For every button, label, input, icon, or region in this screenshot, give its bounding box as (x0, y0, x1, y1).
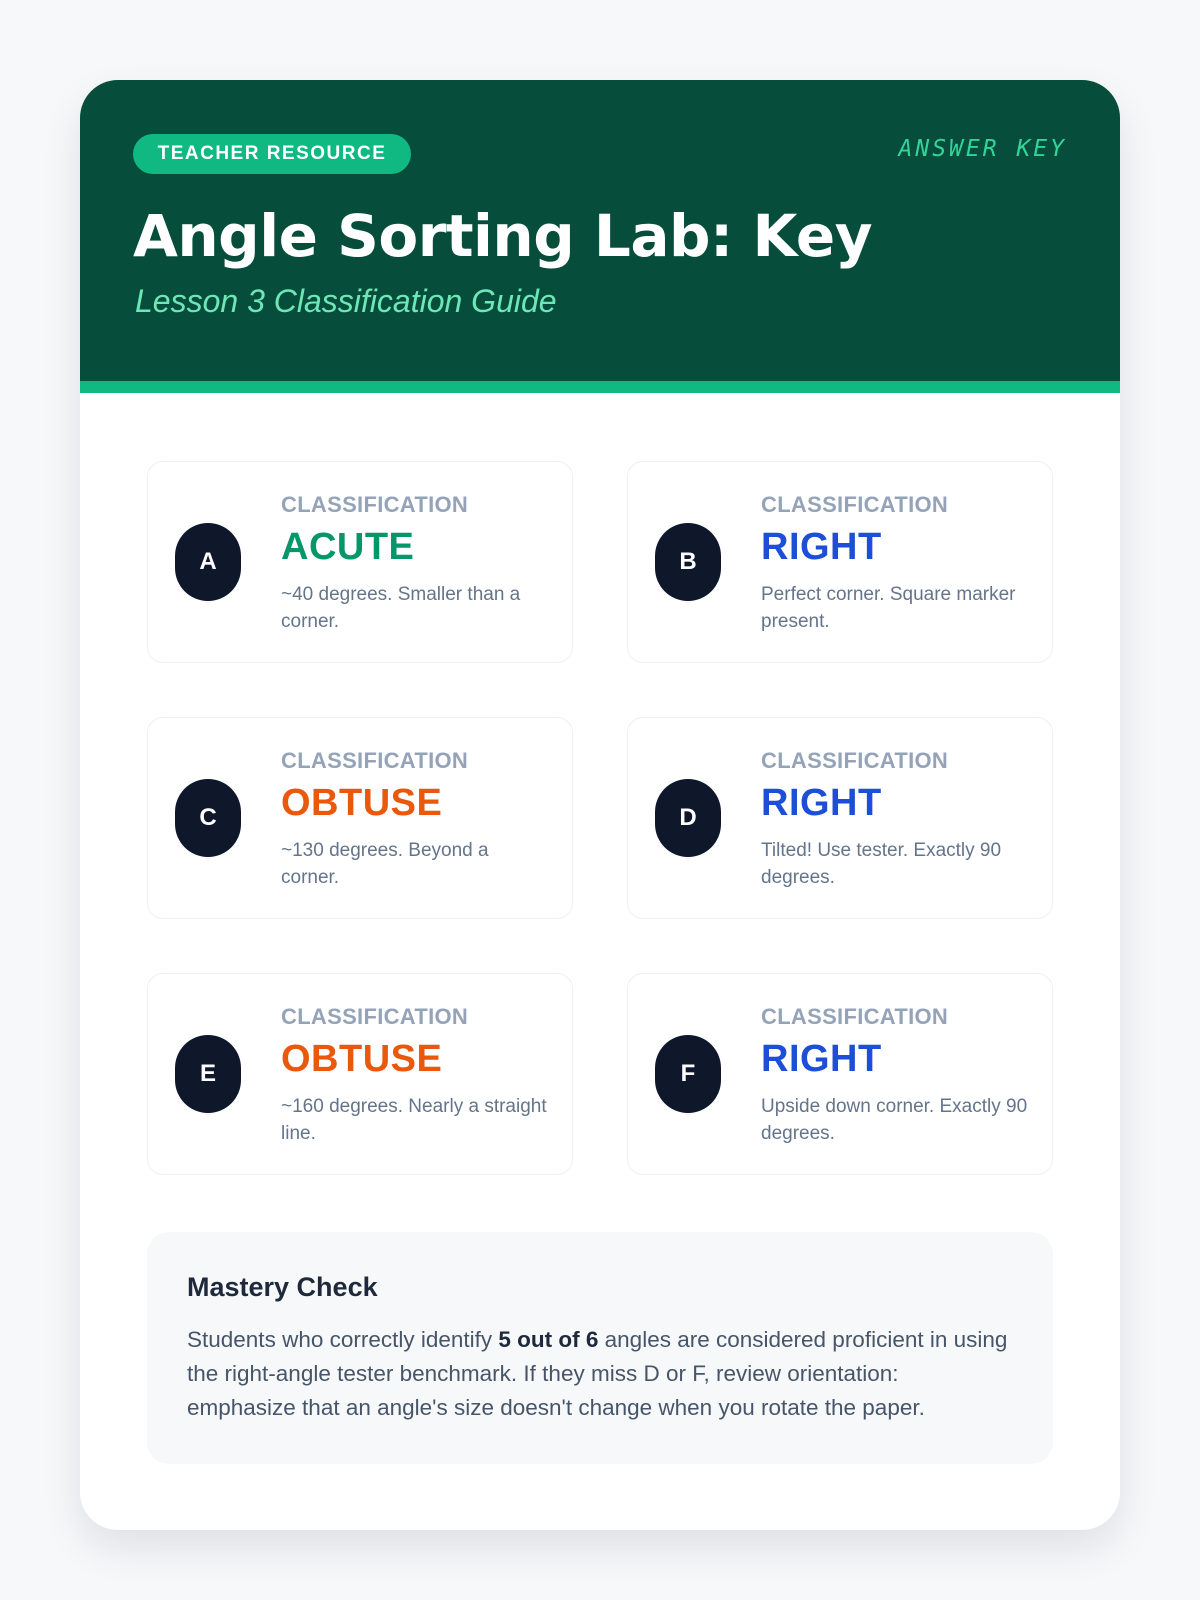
page-title: Angle Sorting Lab: Key (133, 202, 873, 270)
angle-letter-badge: A (175, 523, 241, 601)
classification-text (761, 492, 1031, 635)
answer-key-label: ANSWER KEY (898, 136, 1067, 162)
classification-value: RIGHT (761, 1038, 882, 1080)
classification-description: Tilted! Use tester. Exactly 90 degrees. (761, 840, 1002, 888)
angle-letter-badge: E (175, 1035, 241, 1113)
page-subtitle: Lesson 3 Classification Guide (135, 283, 557, 319)
classification-label: CLASSIFICATION (761, 1004, 949, 1029)
angle-letter-badge: F (655, 1035, 721, 1113)
classification-card-b (627, 461, 1053, 663)
teacher-resource-badge: TEACHER RESOURCE (133, 134, 411, 174)
classification-description: Perfect corner. Square marker present. (761, 584, 1016, 632)
classification-text (761, 748, 1031, 891)
angle-letter-badge: C (175, 779, 241, 857)
mastery-check-body (187, 1323, 1013, 1425)
classification-description: ~160 degrees. Nearly a straight line. (281, 1096, 547, 1144)
classification-description: ~40 degrees. Smaller than a corner. (281, 584, 521, 632)
mastery-body-bold: 5 out of 6 (498, 1327, 599, 1352)
mastery-check-panel (147, 1232, 1053, 1464)
classification-card-e (147, 973, 573, 1175)
classification-value: RIGHT (761, 526, 882, 568)
classification-text (761, 1004, 1031, 1147)
classification-card-d (627, 717, 1053, 919)
mastery-body-start: Students who correctly identify (187, 1327, 499, 1352)
classification-value: OBTUSE (281, 782, 443, 824)
classification-text (281, 492, 551, 635)
classification-card-a (147, 461, 573, 663)
mastery-body-end: angles are considered proficient in using the right-angle tester benchmark. If they miss D or F, review orientation: emphasize that an angle's size doesn't change when you rotate the paper. (187, 1327, 1008, 1420)
classification-value: RIGHT (761, 782, 882, 824)
classification-card-f (627, 973, 1053, 1175)
classification-label: CLASSIFICATION (281, 492, 469, 517)
classification-card-c (147, 717, 573, 919)
classification-label: CLASSIFICATION (281, 1004, 469, 1029)
classification-description: Upside down corner. Exactly 90 degrees. (761, 1096, 1028, 1144)
angle-letter-badge: B (655, 523, 721, 601)
classification-description: ~130 degrees. Beyond a corner. (281, 840, 489, 888)
classification-text (281, 748, 551, 891)
classification-value: OBTUSE (281, 1038, 443, 1080)
classification-label: CLASSIFICATION (281, 748, 469, 773)
mastery-check-title: Mastery Check (187, 1272, 378, 1302)
classification-value: ACUTE (281, 526, 415, 568)
classification-text (281, 1004, 551, 1147)
angle-letter-badge: D (655, 779, 721, 857)
answer-key-card (80, 80, 1120, 1530)
header (80, 80, 1120, 393)
classification-label: CLASSIFICATION (761, 748, 949, 773)
classification-label: CLASSIFICATION (761, 492, 949, 517)
